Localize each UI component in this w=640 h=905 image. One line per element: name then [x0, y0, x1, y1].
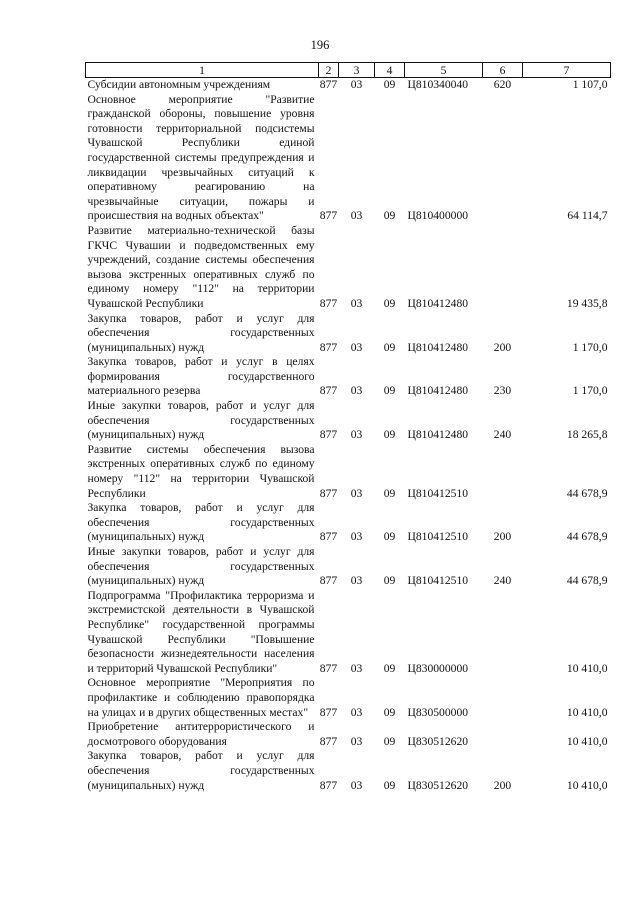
row-section: 03 — [350, 209, 363, 223]
row-name-text: Субсидии автономным учреждениям — [87, 78, 271, 91]
row-section: 03 — [350, 661, 363, 675]
row-ministry-code: 877 — [319, 530, 338, 544]
table-body — [86, 78, 611, 794]
row-section: 03 — [350, 384, 363, 398]
header-row — [86, 63, 611, 78]
row-ministry-code: 877 — [319, 486, 338, 500]
row-subsection: 09 — [383, 778, 396, 792]
row-subsection: 09 — [383, 486, 396, 500]
row-name-text: Основное мероприятие "Мероприятия по профилактике и соблюдению правопорядка на улицах и в других общественных местах" — [87, 676, 315, 719]
budget-table — [85, 62, 611, 793]
row-amount: 10 410,0 — [566, 778, 608, 792]
row-target-article: Ц810400000 — [407, 209, 469, 223]
row-expense-type: 620 — [493, 78, 512, 91]
row-subsection: 09 — [383, 705, 396, 719]
row-expense-type — [483, 93, 523, 224]
row-name-text: Закупка товаров, работ и услуг для обеспечения государственных (муниципальных) нужд — [87, 501, 315, 544]
row-amount: 44 678,9 — [566, 486, 608, 500]
row-subsection: 09 — [383, 428, 396, 442]
table-header — [86, 63, 611, 78]
row-subsection: 09 — [383, 530, 396, 544]
table-row — [86, 676, 611, 720]
row-amount: 18 265,8 — [566, 428, 608, 442]
row-name-text: Развитие системы обеспечения вызова экстренных оперативных служб по единому номеру "112" на территории Чувашской Республики — [87, 442, 315, 500]
row-name — [86, 93, 319, 224]
row-ministry-code: 877 — [319, 428, 338, 442]
table-row — [86, 312, 611, 356]
row-subsection: 09 — [383, 574, 396, 588]
row-amount: 64 114,7 — [567, 209, 608, 223]
row-name — [86, 224, 319, 312]
column-header: 2 — [319, 63, 339, 78]
row-name-text: Приобретение антитеррористического и досмотрового оборудования — [87, 720, 315, 748]
row-target-article: Ц830512620 — [407, 734, 469, 748]
row-name — [86, 720, 319, 749]
table-row — [86, 720, 611, 749]
row-name-text: Иные закупки товаров, работ и услуг для обеспечения государственных (муниципальных) нужд — [87, 399, 315, 442]
row-section: 03 — [350, 296, 363, 310]
row-amount: 10 410,0 — [566, 661, 608, 675]
row-ministry-code: 877 — [319, 78, 338, 91]
row-amount: 10 410,0 — [566, 734, 608, 748]
row-ministry-code: 877 — [319, 661, 338, 675]
row-name — [86, 355, 319, 399]
row-name — [86, 312, 319, 356]
table-row — [86, 443, 611, 501]
row-section: 03 — [350, 486, 363, 500]
row-name-text: Закупка товаров, работ и услуг для обеспечения государственных (муниципальных) нужд — [87, 311, 315, 354]
row-target-article: Ц810412480 — [407, 384, 469, 398]
row-amount: 44 678,9 — [566, 574, 608, 588]
row-target-article: Ц810340040 — [407, 78, 469, 91]
column-header: 7 — [523, 63, 611, 78]
row-subsection: 09 — [383, 296, 396, 310]
row-section: 03 — [350, 428, 363, 442]
column-header: 5 — [405, 63, 483, 78]
column-header: 3 — [339, 63, 375, 78]
row-amount: 1 170,0 — [572, 384, 608, 398]
row-target-article: Ц810412510 — [407, 530, 469, 544]
row-amount: 19 435,8 — [566, 296, 608, 310]
row-name — [86, 749, 319, 793]
table-row — [86, 501, 611, 545]
table-row — [86, 749, 611, 793]
row-ministry-code: 877 — [319, 574, 338, 588]
row-amount: 1 107,0 — [572, 78, 608, 91]
row-expense-type — [483, 443, 523, 501]
row-name-text: Закупка товаров, работ и услуг в целях формирования государственного материального резерва — [87, 355, 315, 398]
page-number: 196 — [310, 38, 330, 52]
row-target-article: Ц810412480 — [407, 296, 469, 310]
row-section: 03 — [350, 734, 363, 748]
row-name — [86, 78, 319, 93]
row-name — [86, 399, 319, 443]
row-name — [86, 443, 319, 501]
table-row — [86, 224, 611, 312]
row-subsection: 09 — [383, 78, 396, 91]
row-subsection: 09 — [383, 661, 396, 675]
row-ministry-code: 877 — [319, 705, 338, 719]
row-target-article: Ц810412510 — [407, 486, 469, 500]
row-subsection: 09 — [383, 734, 396, 748]
row-subsection: 09 — [383, 340, 396, 354]
table-row — [86, 93, 611, 224]
row-name-text: Основное мероприятие "Развитие гражданской обороны, повышение уровня готовности территориальной подсистемы Чувашской Республики единой государственной системы предупреждения и ликвидации чрезвычайных ситуаций к оперативному реагированию на чрезвычайные ситуации, пожары и происшествия на водных объектах" — [87, 92, 315, 223]
row-name — [86, 676, 319, 720]
row-expense-type — [483, 720, 523, 749]
row-ministry-code: 877 — [319, 778, 338, 792]
row-amount: 10 410,0 — [566, 705, 608, 719]
row-expense-type: 200 — [493, 530, 512, 544]
row-section: 03 — [350, 778, 363, 792]
row-target-article: Ц830512620 — [407, 778, 469, 792]
row-target-article: Ц810412480 — [407, 428, 469, 442]
row-section: 03 — [350, 78, 363, 91]
row-ministry-code: 877 — [319, 384, 338, 398]
row-name — [86, 545, 319, 589]
row-expense-type: 200 — [493, 778, 512, 792]
row-name-text: Закупка товаров, работ и услуг для обеспечения государственных (муниципальных) нужд — [87, 749, 315, 792]
table-row — [86, 545, 611, 589]
column-header: 6 — [483, 63, 523, 78]
row-target-article: Ц830500000 — [407, 705, 469, 719]
row-name-text: Иные закупки товаров, работ и услуг для обеспечения государственных (муниципальных) нужд — [87, 545, 315, 588]
row-expense-type: 200 — [493, 340, 512, 354]
row-section: 03 — [350, 705, 363, 719]
row-target-article: Ц810412480 — [407, 340, 469, 354]
row-expense-type: 230 — [493, 384, 512, 398]
row-name-text: Подпрограмма "Профилактика терроризма и экстремистской деятельности в Чувашской Республике" государственной программы Чувашской Республики "Повышение безопасности жизнедеятельности населения и территорий Чувашской Республики" — [87, 588, 315, 675]
row-subsection: 09 — [383, 384, 396, 398]
row-expense-type — [483, 676, 523, 720]
row-expense-type — [483, 589, 523, 677]
table-row — [86, 78, 611, 93]
row-expense-type: 240 — [493, 574, 512, 588]
row-amount: 1 170,0 — [572, 340, 608, 354]
row-name-text: Развитие материально-технической базы ГКЧС Чувашии и подведомственных ему учреждений, создание системы обеспечения вызова экстренных оперативных служб по единому номеру "112" на территории Чувашской Республики — [87, 223, 315, 310]
row-target-article: Ц830000000 — [407, 661, 469, 675]
column-header: 1 — [86, 63, 319, 78]
row-section: 03 — [350, 574, 363, 588]
table-row — [86, 399, 611, 443]
row-target-article: Ц810412510 — [407, 574, 469, 588]
table-row — [86, 589, 611, 677]
row-expense-type: 240 — [493, 428, 512, 442]
row-ministry-code: 877 — [319, 209, 338, 223]
row-name — [86, 589, 319, 677]
row-ministry-code: 877 — [319, 296, 338, 310]
row-section: 03 — [350, 340, 363, 354]
row-ministry-code: 877 — [319, 340, 338, 354]
row-name — [86, 501, 319, 545]
table-row — [86, 355, 611, 399]
row-expense-type — [483, 224, 523, 312]
row-ministry-code: 877 — [319, 734, 338, 748]
row-amount: 44 678,9 — [566, 530, 608, 544]
column-header: 4 — [375, 63, 405, 78]
row-subsection: 09 — [383, 209, 396, 223]
row-section: 03 — [350, 530, 363, 544]
